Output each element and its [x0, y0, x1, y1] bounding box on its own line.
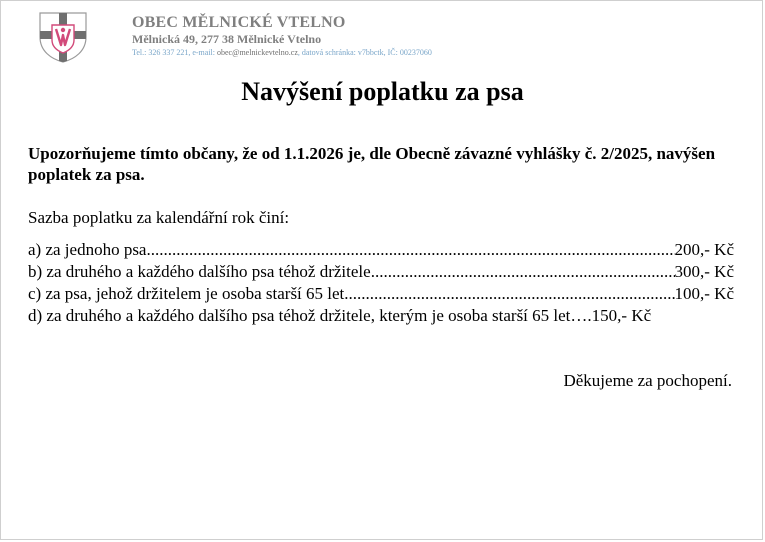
fee-amount: 150,- Kč [591, 306, 652, 325]
fee-intro: Sazba poplatku za kalendářní rok činí: [28, 208, 290, 227]
fee-label: c) za psa, jehož držitelem je osoba starší 65 let [28, 284, 345, 303]
fee-amount: 300,- Kč [674, 262, 734, 281]
letterhead-text [132, 11, 432, 58]
contact-email-link[interactable]: obec@melnickevtelno.cz [216, 48, 298, 57]
fee-row-d [28, 305, 734, 327]
dot-leader [344, 283, 674, 305]
contact-line [132, 47, 432, 58]
dot-leader [570, 305, 591, 327]
coat-of-arms-icon [37, 11, 89, 63]
fee-row-a [28, 239, 734, 261]
fee-label: d) za druhého a každého dalšího psa téhož držitele, kterým je osoba starší 65 let [28, 306, 571, 325]
contact-details: , datová schránka: v7bbctk, IČ: 00237060 [297, 48, 432, 57]
notice-text: Upozorňujeme tímto občany, že od 1.1.2026 je, dle Obecně závazné vyhlášky č. 2/2025, navýšen poplatek za psa. [28, 144, 716, 184]
fee-amount: 100,- Kč [674, 284, 734, 303]
document-title: Navýšení poplatku za psa [241, 77, 524, 106]
dot-leader [146, 239, 674, 261]
organization-name: OBEC MĚLNICKÉ VTELNO [132, 14, 346, 31]
contact-phone: Tel.: 326 337 221, e-mail: [132, 48, 217, 57]
dot-leader [371, 261, 675, 283]
fee-row-b [28, 261, 734, 283]
fee-label: a) za jednoho psa [28, 240, 147, 259]
closing-text: Děkujeme za pochopení. [563, 371, 732, 390]
letterhead [37, 11, 432, 65]
fee-row-c [28, 283, 734, 305]
organization-address: Mělnická 49, 277 38 Mělnické Vtelno [132, 32, 322, 46]
fee-list [28, 239, 734, 327]
fee-label: b) za druhého a každého dalšího psa téhož držitele [28, 262, 371, 281]
fee-amount: 200,- Kč [674, 240, 734, 259]
